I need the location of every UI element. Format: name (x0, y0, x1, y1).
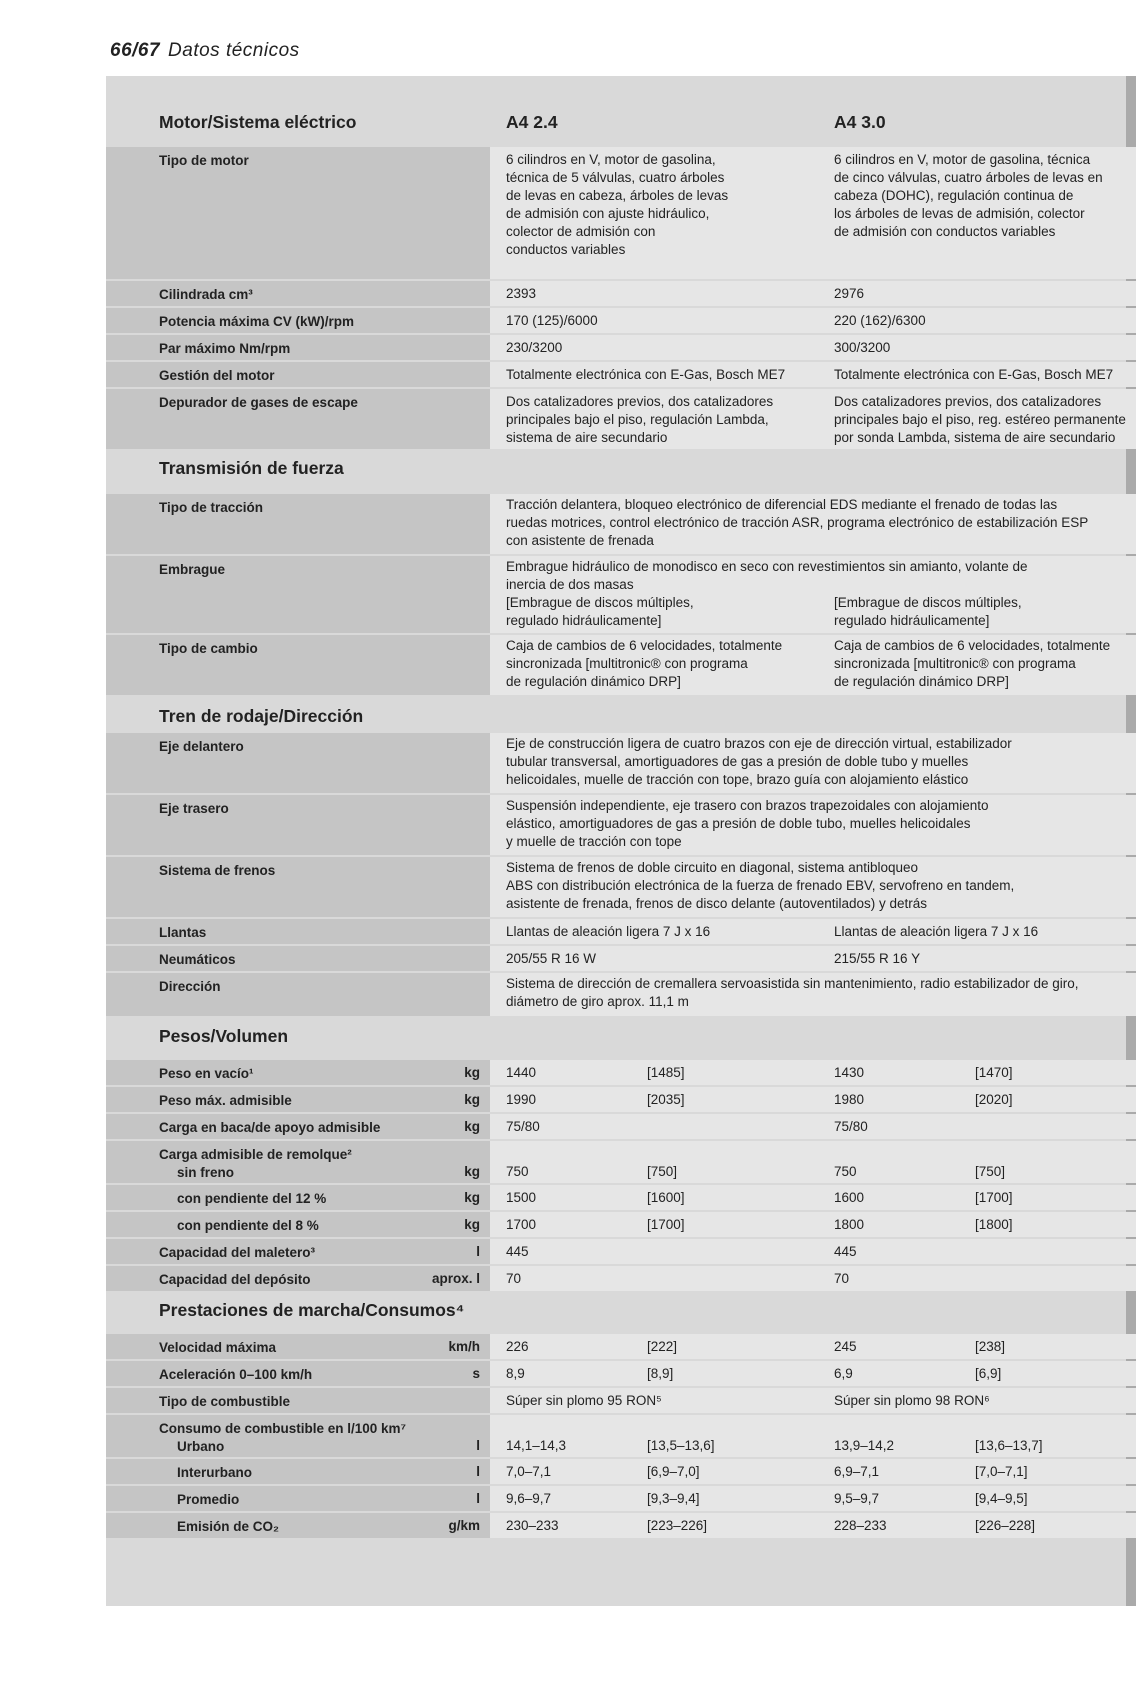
row-label: Interurbano (177, 1465, 253, 1480)
row-label: Promedio (177, 1492, 240, 1507)
value-b-alt: [7,0–7,1] (975, 1464, 1028, 1479)
section-title-motor: Motor/Sistema eléctrico (159, 112, 357, 132)
value-a: 14,1–14,3 (506, 1438, 567, 1453)
row-label: Peso máx. admisible (159, 1093, 292, 1108)
row-unit: kg (464, 1217, 480, 1232)
value-b: 6,9–7,1 (834, 1464, 880, 1479)
row-unit: kg (464, 1092, 480, 1107)
spec-row-maletero (106, 1239, 1136, 1264)
row-label: Dirección (159, 979, 221, 994)
row-label: Emisión de CO₂ (177, 1519, 280, 1534)
value-a: 170 (125)/6000 (506, 313, 598, 328)
row-label: Tipo de tracción (159, 500, 264, 515)
row-unit: kg (464, 1119, 480, 1134)
column-header-a4-3-0: A4 3.0 (834, 112, 886, 132)
page-number: 66/67 (110, 40, 161, 61)
value-full: Embrague hidráulico de monodisco en seco con revestimientos sin amianto, volante de inercia de dos masas (506, 559, 1028, 592)
row-label: Capacidad del depósito (159, 1272, 311, 1287)
value-b: [Embrague de discos múltiples, regulado hidráulicamente] (834, 595, 1022, 628)
row-label: Depurador de gases de escape (159, 395, 358, 410)
row-label: Embrague (159, 562, 226, 577)
row-unit: l (476, 1464, 480, 1479)
value-a: 750 (506, 1164, 529, 1179)
value-a-alt: [9,3–9,4] (647, 1491, 700, 1506)
value-a: Caja de cambios de 6 velocidades, totalmente sincronizada [multitronic® con programa de regulación dinámico DRP] (506, 638, 783, 689)
value-b-alt: [1800] (975, 1217, 1013, 1232)
spec-row-tipo-motor (106, 147, 1136, 279)
spec-row-promedio (106, 1486, 1136, 1511)
spec-row-consumo (106, 1415, 1136, 1457)
value-a-alt: [13,5–13,6] (647, 1438, 715, 1453)
row-label: Tipo de combustible (159, 1394, 291, 1409)
value-a-alt: [2035] (647, 1092, 685, 1107)
value-full: Sistema de frenos de doble circuito en diagonal, sistema antibloqueo ABS con distribución electrónica de la fuerza de frenado EBV, servofreno en tandem, asistente de frenada, frenos de disco delante (autoventilados) y detrás (506, 860, 1015, 911)
value-b: 6,9 (834, 1366, 853, 1381)
spec-row-potencia (106, 308, 1136, 333)
spec-row-interurbano (106, 1459, 1136, 1484)
section-title-transmision: Transmisión de fuerza (159, 458, 344, 478)
value-a: 230/3200 (506, 340, 563, 355)
value-full: Tracción delantera, bloqueo electrónico de diferencial EDS mediante el frenado de todas las ruedas motrices, control electrónico de tracción ASR, programa electrónico de estabilización ESP con asistente de frenada (506, 497, 1089, 548)
value-b: 70 (834, 1271, 850, 1286)
spec-row-llantas (106, 919, 1136, 944)
value-a: 7,0–7,1 (506, 1464, 552, 1479)
row-label: Tipo de motor (159, 153, 249, 168)
value-a-alt: [1485] (647, 1065, 685, 1080)
value-a: 75/80 (506, 1119, 540, 1134)
row-label: Aceleración 0–100 km/h (159, 1367, 313, 1382)
spec-row-depurador (106, 389, 1136, 449)
value-a-alt: [1600] (647, 1190, 685, 1205)
row-label: Cilindrada cm³ (159, 287, 253, 302)
row-label: Eje trasero (159, 801, 229, 816)
value-b: 6 cilindros en V, motor de gasolina, técnica de cinco válvulas, cuatro árboles de levas en cabeza (DOHC), regulación continua de los árboles de levas de admisión, colector de admisión con conductos variables (834, 152, 1103, 239)
row-label: con pendiente del 8 % (177, 1218, 319, 1233)
value-a: 1990 (506, 1092, 537, 1107)
row-label: Peso en vacío¹ (159, 1066, 254, 1081)
spec-row-cilindrada (106, 281, 1136, 306)
value-a-alt: [223–226] (647, 1518, 708, 1533)
row-sublabel: Urbano (177, 1439, 225, 1454)
row-unit: s (472, 1366, 480, 1381)
value-full: Sistema de dirección de cremallera servoasistida sin mantenimiento, radio estabilizador de giro, diámetro de giro aprox. 11,1 m (506, 976, 1079, 1009)
value-a: 205/55 R 16 W (506, 951, 597, 966)
page-title: Datos técnicos (168, 40, 300, 61)
value-b-alt: [9,4–9,5] (975, 1491, 1028, 1506)
value-a-alt: [1700] (647, 1217, 685, 1232)
spec-row-eje-trasero (106, 795, 1136, 855)
value-a: 2393 (506, 286, 537, 301)
value-a-alt: [750] (647, 1164, 678, 1179)
value-b-alt: [226–228] (975, 1518, 1036, 1533)
row-label: Velocidad máxima (159, 1340, 277, 1355)
row-unit: aprox. l (431, 1271, 480, 1286)
row-unit: kg (464, 1190, 480, 1205)
row-label: Potencia máxima CV (kW)/rpm (159, 314, 355, 329)
row-unit: l (476, 1244, 480, 1259)
value-b-alt: [238] (975, 1339, 1006, 1354)
row-label: Eje delantero (159, 739, 244, 754)
row-label: Tipo de cambio (159, 641, 258, 656)
value-a: 1500 (506, 1190, 537, 1205)
section-title-prestaciones: Prestaciones de marcha/Consumos⁴ (159, 1300, 465, 1320)
value-a: 1700 (506, 1217, 537, 1232)
value-a: 230–233 (506, 1518, 559, 1533)
row-label: Consumo de combustible en l/100 km⁷ (159, 1421, 407, 1436)
value-a: 445 (506, 1244, 529, 1259)
row-label: Gestión del motor (159, 368, 275, 383)
section-title-pesos: Pesos/Volumen (159, 1026, 289, 1046)
row-label: Sistema de frenos (159, 863, 276, 878)
spec-row-gestion (106, 362, 1136, 387)
value-b-alt: [13,6–13,7] (975, 1438, 1043, 1453)
spec-row-peso-vacio (106, 1060, 1136, 1085)
row-unit: l (476, 1438, 480, 1453)
value-b: 1430 (834, 1065, 865, 1080)
row-label: Carga en baca/de apoyo admisible (159, 1120, 381, 1135)
value-b: 2976 (834, 286, 865, 301)
spec-row-carga-baca (106, 1114, 1136, 1139)
value-a: 6 cilindros en V, motor de gasolina, técnica de 5 válvulas, cuatro árboles de levas en cabeza, árboles de levas de admisión con ajuste hidráulico, colector de admisión con conductos variables (506, 152, 729, 257)
row-unit: l (476, 1491, 480, 1506)
value-b: 75/80 (834, 1119, 868, 1134)
value-a: 9,6–9,7 (506, 1491, 552, 1506)
spec-row-emision-co2 (106, 1513, 1136, 1538)
value-b-alt: [750] (975, 1164, 1006, 1179)
row-label: Llantas (159, 925, 207, 940)
row-unit: g/km (448, 1518, 480, 1533)
value-b: 245 (834, 1339, 857, 1354)
value-b: 1980 (834, 1092, 865, 1107)
row-sublabel: sin freno (177, 1165, 235, 1180)
row-label: Capacidad del maletero³ (159, 1245, 316, 1260)
row-label: Carga admisible de remolque² (159, 1147, 352, 1162)
spec-row-cambio (106, 635, 1136, 695)
spec-row-direccion (106, 973, 1136, 1016)
spec-row-frenos (106, 857, 1136, 917)
value-b-alt: [2020] (975, 1092, 1013, 1107)
spec-row-peso-max (106, 1087, 1136, 1112)
spec-row-par (106, 335, 1136, 360)
spec-row-pendiente-12 (106, 1185, 1136, 1210)
spec-row-eje-delantero (106, 733, 1136, 793)
value-b: 9,5–9,7 (834, 1491, 880, 1506)
spec-row-pendiente-8 (106, 1212, 1136, 1237)
spec-row-deposito (106, 1266, 1136, 1291)
spec-row-embrague (106, 556, 1136, 633)
value-a: Llantas de aleación ligera 7 J x 16 (506, 924, 711, 939)
value-b: 750 (834, 1164, 857, 1179)
value-a: 70 (506, 1271, 522, 1286)
value-a: Totalmente electrónica con E-Gas, Bosch ME7 (506, 367, 786, 382)
value-b: 215/55 R 16 Y (834, 951, 921, 966)
row-unit: kg (464, 1164, 480, 1179)
page-header (110, 40, 300, 62)
spec-row-traccion (106, 494, 1136, 554)
column-header-a4-2-4: A4 2.4 (506, 112, 558, 132)
value-a: Dos catalizadores previos, dos catalizadores principales bajo el piso, regulación Lambda, sistema de aire secundario (506, 394, 774, 445)
spec-row-remolque (106, 1141, 1136, 1183)
value-b: 228–233 (834, 1518, 887, 1533)
value-b-alt: [1700] (975, 1190, 1013, 1205)
row-unit: kg (464, 1065, 480, 1080)
value-a: 8,9 (506, 1366, 525, 1381)
value-full: Eje de construcción ligera de cuatro brazos con eje de dirección virtual, estabilizador tubular transversal, amortiguadores de gas a presión de doble tubo y muelles helicoidales, muelle de tracción con tope, brazo guía con alojamiento elástico (506, 736, 1012, 787)
value-a: 1440 (506, 1065, 537, 1080)
value-b: 300/3200 (834, 340, 891, 355)
value-b: Totalmente electrónica con E-Gas, Bosch ME7 (834, 367, 1114, 382)
value-a: 226 (506, 1339, 529, 1354)
value-full: Suspensión independiente, eje trasero con brazos trapezoidales con alojamiento elástico, amortiguadores de gas a presión de doble tubo, muelles helicoidales y muelle de tracción con tope (506, 798, 989, 849)
spec-row-combustible (106, 1388, 1136, 1413)
value-b: 1600 (834, 1190, 865, 1205)
row-unit: km/h (448, 1339, 480, 1354)
value-a: [Embrague de discos múltiples, regulado hidráulicamente] (506, 595, 694, 628)
value-a-alt: [8,9] (647, 1366, 674, 1381)
value-b: 1800 (834, 1217, 865, 1232)
spec-row-neumaticos (106, 946, 1136, 971)
spec-row-aceleracion (106, 1361, 1136, 1386)
value-a-alt: [222] (647, 1339, 678, 1354)
value-b: 13,9–14,2 (834, 1438, 895, 1453)
value-b-alt: [6,9] (975, 1366, 1002, 1381)
value-b-alt: [1470] (975, 1065, 1013, 1080)
row-label: Neumáticos (159, 952, 236, 967)
value-b: Llantas de aleación ligera 7 J x 16 (834, 924, 1039, 939)
value-a: Súper sin plomo 95 RON⁵ (506, 1393, 662, 1408)
section-title-tren: Tren de rodaje/Dirección (159, 706, 364, 726)
value-b: Súper sin plomo 98 RON⁶ (834, 1393, 990, 1408)
value-b: Caja de cambios de 6 velocidades, totalmente sincronizada [multitronic® con programa de regulación dinámico DRP] (834, 638, 1111, 689)
value-b: Dos catalizadores previos, dos catalizadores principales bajo el piso, reg. estéreo permanente por sonda Lambda, sistema de aire secundario (834, 394, 1126, 445)
value-b: 220 (162)/6300 (834, 313, 926, 328)
spec-row-velocidad (106, 1334, 1136, 1359)
row-label: con pendiente del 12 % (177, 1191, 327, 1206)
value-a-alt: [6,9–7,0] (647, 1464, 700, 1479)
value-b: 445 (834, 1244, 857, 1259)
row-label: Par máximo Nm/rpm (159, 341, 291, 356)
